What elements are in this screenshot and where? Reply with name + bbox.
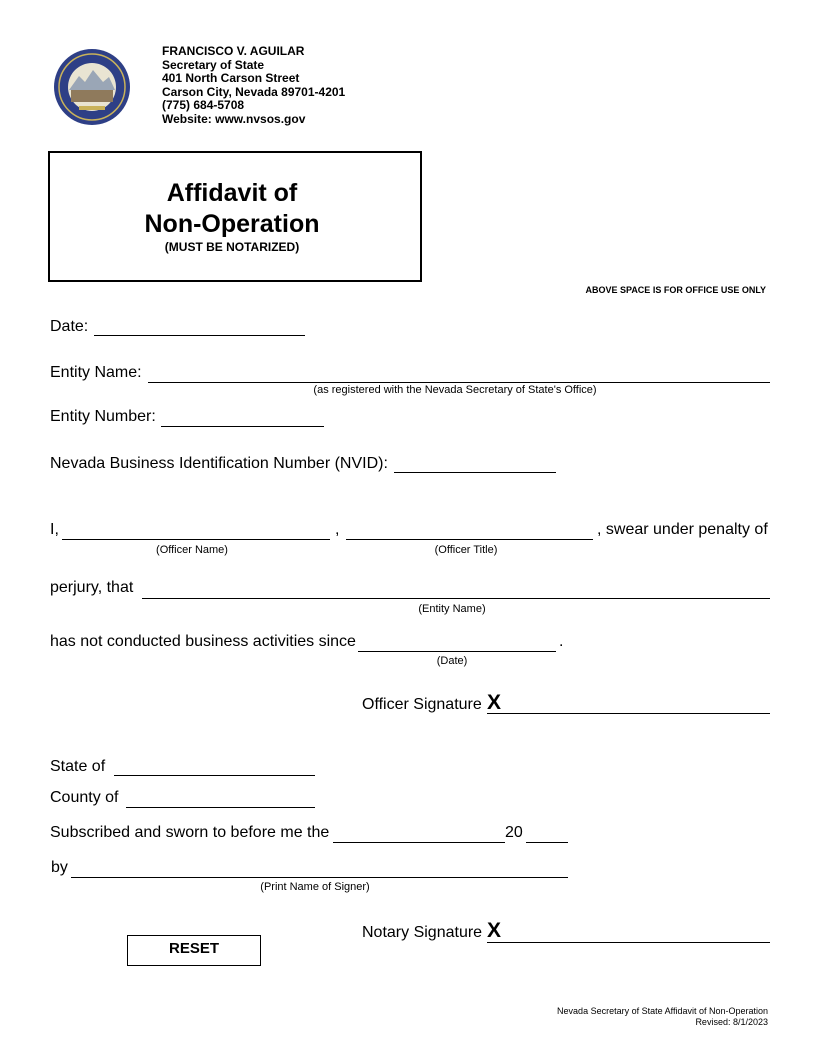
entity-name-input[interactable]: [148, 365, 770, 383]
nvid-input[interactable]: [394, 455, 556, 473]
secretary-name: FRANCISCO V. AGUILAR: [162, 44, 305, 58]
notary-signature-label: Notary Signature: [362, 924, 483, 941]
reset-label: RESET: [168, 940, 219, 957]
subscribed-text: Subscribed and sworn to before me the: [50, 824, 330, 841]
comma: ,: [335, 521, 340, 538]
perjury-text: perjury, that: [50, 579, 134, 596]
period: .: [559, 633, 564, 650]
notary-signature-input[interactable]: [487, 925, 770, 943]
footer: [557, 1006, 768, 1028]
officer-title-note: (Officer Title): [434, 544, 498, 556]
i-label: I,: [50, 521, 59, 538]
entity-number-label: Entity Number:: [50, 408, 156, 425]
officer-title-input[interactable]: [346, 522, 593, 540]
address-street: 401 North Carson Street: [162, 71, 300, 85]
date-note: (Date): [436, 655, 468, 667]
entity-name-affirm-input[interactable]: [142, 581, 770, 599]
title-line1: Affidavit of: [166, 179, 298, 207]
website: Website: www.nvsos.gov: [162, 111, 306, 126]
year-input[interactable]: [526, 825, 568, 843]
by-label: by: [51, 859, 68, 876]
swear-text: , swear under penalty of: [597, 521, 768, 538]
nevada-seal-logo: [53, 48, 131, 126]
not-conducted-text: has not conducted business activities since: [50, 633, 356, 650]
footer-revised: Revised: 8/1/2023: [695, 1017, 768, 1027]
secretary-title: Secretary of State: [162, 57, 265, 72]
entity-name-note-2: (Entity Name): [418, 603, 486, 615]
signer-name-input[interactable]: [71, 860, 568, 878]
county-label: County of: [50, 789, 119, 806]
address-city: Carson City, Nevada 89701-4201: [162, 84, 346, 99]
state-input[interactable]: [114, 758, 315, 776]
officer-signature-x: X: [487, 691, 502, 714]
day-month-input[interactable]: [333, 825, 505, 843]
officer-signature-label: Officer Signature: [362, 696, 482, 713]
office-use-note: ABOVE SPACE IS FOR OFFICE USE ONLY: [585, 285, 766, 295]
title-box: [48, 151, 422, 282]
reset-button[interactable]: [127, 935, 261, 966]
phone: (775) 684-5708: [162, 98, 245, 112]
year-prefix: 20: [505, 824, 523, 841]
state-label: State of: [50, 758, 106, 775]
officer-name-input[interactable]: [62, 522, 330, 540]
print-name-note: (Print Name of Signer): [260, 881, 370, 893]
title-line2: Non-Operation: [144, 210, 320, 238]
officer-name-note: (Officer Name): [156, 544, 228, 556]
date-input[interactable]: [94, 318, 305, 336]
title-subtitle: (MUST BE NOTARIZED): [164, 240, 300, 254]
entity-number-input[interactable]: [161, 409, 324, 427]
nvid-label: Nevada Business Identification Number (NVID):: [50, 455, 388, 472]
footer-title: Nevada Secretary of State Affidavit of Non-Operation: [557, 1006, 768, 1016]
officer-signature-input[interactable]: [487, 696, 770, 714]
entity-name-label: Entity Name:: [50, 364, 142, 381]
entity-name-note: (as registered with the Nevada Secretary of State's Office): [313, 384, 597, 396]
secretary-info: [162, 45, 345, 126]
since-date-input[interactable]: [358, 634, 556, 652]
notary-signature-x: X: [487, 919, 502, 942]
county-input[interactable]: [126, 790, 315, 808]
date-label: Date:: [50, 318, 89, 335]
